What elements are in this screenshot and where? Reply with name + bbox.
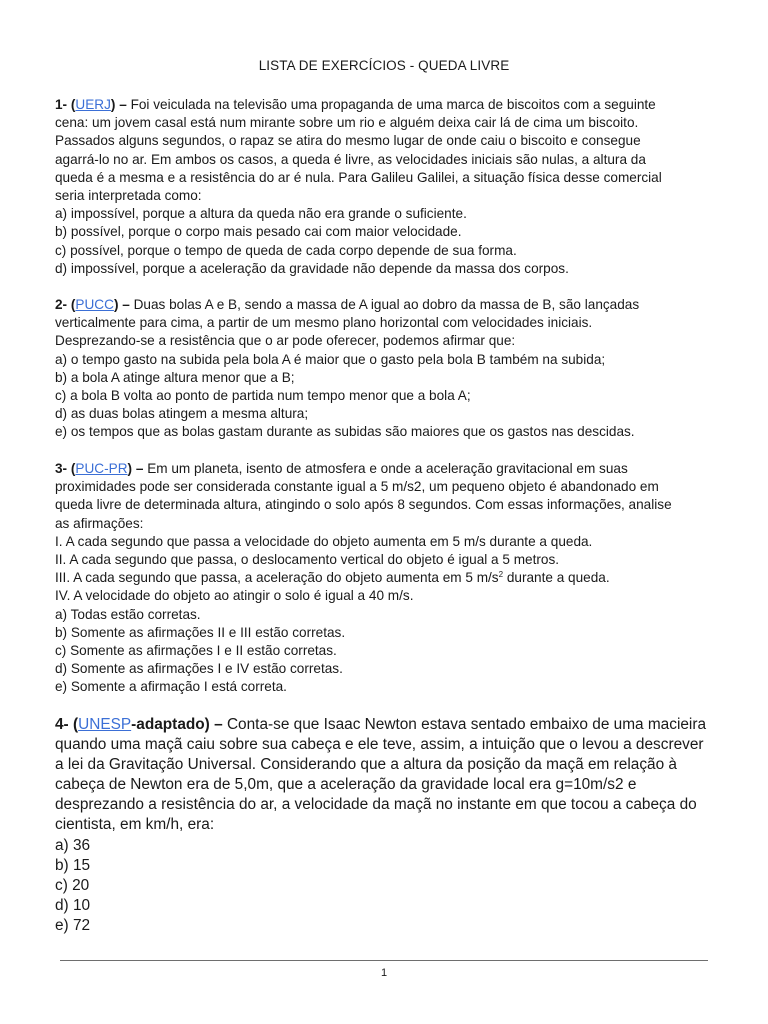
answer-option: a) Todas estão corretas. — [55, 606, 201, 622]
question-1-text: 1- (UERJ) – Foi veiculada na televisão uma propaganda de uma marca de biscoitos com a seguinte — [55, 97, 656, 112]
answer-option: b) a bola A atinge altura menor que a B; — [55, 369, 295, 385]
answer-option: b) 15 — [55, 856, 91, 874]
answer-option: c) a bola B volta ao ponto de partida num tempo menor que a bola A; — [55, 388, 471, 404]
question-text-line: as afirmações: — [55, 515, 144, 531]
question-text-line: proximidades pode ser considerada constante igual a 5 m/s2, um pequeno objeto é abandonado em — [55, 479, 659, 495]
question-1 — [55, 96, 715, 278]
answer-option: c) Somente as afirmações I e II estão corretas. — [55, 643, 337, 659]
answer-option: d) as duas bolas atingem a mesma altura; — [55, 406, 309, 422]
answer-option: d) impossível, porque a aceleração da gravidade não depende da massa dos corpos. — [55, 260, 569, 276]
question-text-line: cientista, em km/h, era: — [55, 816, 215, 834]
source-link-uerj[interactable]: UERJ — [75, 97, 111, 112]
statement-item: IV. A velocidade do objeto ao atingir o solo é igual a 40 m/s. — [55, 588, 414, 604]
page-number: 1 — [380, 967, 388, 979]
question-text-line: Desprezando-se a resistência que o ar pode oferecer, podemos afirmar que: — [55, 333, 516, 349]
source-link-puc-pr[interactable]: PUC-PR — [75, 461, 128, 476]
statement-item: II. A cada segundo que passa, o deslocamento vertical do objeto é igual a 5 metros. — [55, 552, 560, 568]
answer-option: d) Somente as afirmações I e IV estão corretas. — [55, 661, 343, 677]
page-title: LISTA DE EXERCÍCIOS - QUEDA LIVRE — [258, 58, 510, 73]
question-2-text: 2- (PUCC) – Duas bolas A e B, sendo a massa de A igual ao dobro da massa de B, são lançadas — [55, 297, 640, 312]
answer-option: a) 36 — [55, 836, 91, 854]
answer-option: d) 10 — [55, 896, 91, 914]
question-text-line: cabeça de Newton era de 5,0m, que a aceleração da gravidade local era g=10m/s2 e — [55, 776, 637, 794]
question-4 — [55, 715, 727, 936]
statement-item: I. A cada segundo que passa a velocidade do objeto aumenta em 5 m/s durante a queda. — [55, 533, 593, 549]
answer-option: a) impossível, porque a altura da queda não era grande o suficiente. — [55, 206, 467, 222]
question-3-text: 3- (PUC-PR) – Em um planeta, isento de atmosfera e onde a aceleração gravitacional em suas — [55, 461, 628, 476]
question-text-line: a lei da Gravitação Universal. Considerando que a altura da posição da maçã em relação à — [55, 756, 677, 774]
question-number: 2- — [55, 297, 68, 312]
answer-option: e) Somente a afirmação I está correta. — [55, 679, 287, 695]
question-text-line: cena: um jovem casal está num mirante sobre um rio e alguém deixa cair lá de cima um biscoito. — [55, 115, 639, 131]
question-text-line: agarrá-lo no ar. Em ambos os casos, a queda é livre, as velocidades iniciais são nulas, a altura da — [55, 151, 646, 167]
question-text-line: Passados alguns segundos, o rapaz se atira do mesmo lugar de onde caiu o biscoito e consegue — [55, 133, 641, 149]
question-2 — [55, 296, 715, 442]
source-link-unesp[interactable]: UNESP — [78, 716, 132, 733]
answer-option: b) possível, porque o corpo mais pesado cai com maior velocidade. — [55, 224, 462, 240]
footer-divider — [60, 960, 708, 961]
source-link-pucc[interactable]: PUCC — [75, 297, 114, 312]
question-number: 1- — [55, 97, 68, 112]
question-text-line: quando uma maçã caiu sobre sua cabeça e ele teve, assim, a intuição que o levou a descrever — [55, 736, 704, 754]
question-number: 3- — [55, 461, 68, 476]
answer-option: c) 20 — [55, 876, 90, 894]
answer-option: a) o tempo gasto na subida pela bola A é maior que o gasto pela bola B também na subida; — [55, 351, 606, 367]
question-text-line: seria interpretada como: — [55, 188, 202, 204]
answer-option: c) possível, porque o tempo de queda de cada corpo depende de sua forma. — [55, 242, 517, 258]
question-number: 4- — [55, 716, 69, 733]
answer-option: b) Somente as afirmações II e III estão corretas. — [55, 624, 346, 640]
answer-option: e) 72 — [55, 916, 91, 934]
question-text-line: desprezando a resistência do ar, a velocidade da maçã no instante em que tocou a cabeça do — [55, 796, 697, 814]
question-3 — [55, 460, 715, 697]
question-text-line: verticalmente para cima, a partir de um mesmo plano horizontal com velocidades iniciais. — [55, 315, 593, 331]
question-text-line: queda livre de determinada altura, atingindo o solo após 8 segundos. Com essas informações, analise — [55, 497, 672, 513]
question-4-text: 4- (UNESP-adaptado) – Conta-se que Isaac Newton estava sentado embaixo de uma macieira — [55, 716, 707, 733]
question-text-line: queda é a mesma e a resistência do ar é nula. Para Galileu Galilei, a situação física desse comercial — [55, 169, 662, 185]
answer-option: e) os tempos que as bolas gastam durante as subidas são maiores que os gastos nas descidas. — [55, 424, 635, 440]
statement-item: III. A cada segundo que passa, a aceleração do objeto aumenta em 5 $m/s^2$ durante a queda. — [55, 570, 610, 586]
